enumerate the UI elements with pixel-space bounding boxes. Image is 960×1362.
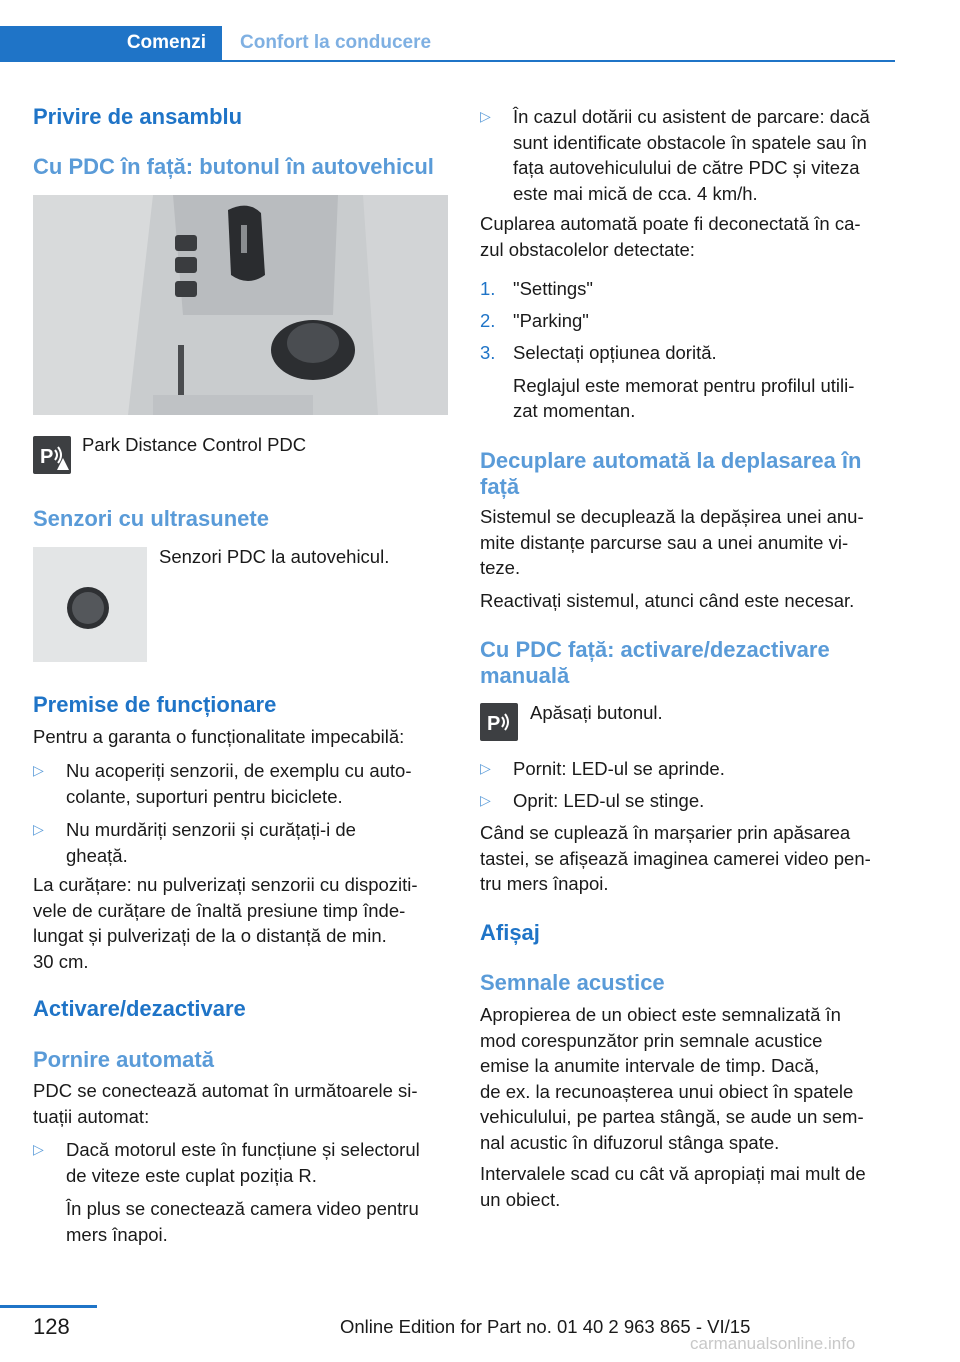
press-button-text: Apăsați butonul. [530,702,663,723]
on-bullet [480,756,898,782]
off-bullet [480,788,898,814]
step-note-line: Reglajul este memorat pentru profilul utili‐ [513,374,855,396]
heading-line: Decuplare automată la deplasarea în [480,448,862,473]
step-3 [480,340,898,424]
reverse-text [480,820,900,897]
auto-off-heading [480,448,900,500]
sensor-image [33,547,147,662]
bullet-marker: ▷ [33,821,44,837]
step-number: 2. [480,310,496,331]
step-note-line: zat momentan. [513,400,636,421]
text-line: zul obstacolelor detectate: [480,238,695,260]
auto-start-bullet [33,1137,453,1247]
sensor-illustration [33,547,147,662]
bullet-marker: ▷ [33,1141,44,1157]
text-line: La curățare: nu pulverizați senzorii cu dispoziti‐ [33,874,418,895]
pdc-button-glyph [480,703,518,741]
interval-text [480,1161,900,1212]
bullet-line: gheață. [66,844,128,866]
bullet-marker: ▷ [480,792,491,808]
step-number: 3. [480,342,496,363]
acoustic-heading: Semnale acustice [480,970,665,995]
text-line: 30 cm. [33,950,89,972]
text-line: lungat și pulverizați de la o distanță de min. [33,925,387,946]
activation-heading: Activare/dezactivare [33,996,246,1021]
reactivate-text: Reactivați sistemul, atunci când este necesar. [480,590,855,611]
text-line: Intervalele scad cu cât vă apropiați mai mult de [480,1163,866,1184]
bullet-line: colante, suporturi pentru biciclete. [66,785,343,807]
step-1 [480,276,898,302]
text-line: PDC se conectează automat în următoarele si‐ [33,1080,418,1101]
bullet-line: de viteze este cuplat poziția R. [66,1164,317,1186]
cleaning-text [33,872,453,974]
sensors-heading: Senzori cu ultrasunete [33,506,269,531]
text-line: vehiculului, pe partea stângă, se aude un sem‐ [480,1106,864,1127]
auto-start-intro [33,1078,453,1129]
display-heading: Afișaj [480,920,540,945]
pdc-icon [33,436,71,474]
text-line: vele de curățare de înaltă presiune timp înde‐ [33,899,406,921]
console-photo [33,195,448,415]
text-line: tru mers înapoi. [480,873,609,894]
page-number: 128 [33,1314,70,1339]
tab-comenzi-label: Comenzi [126,32,206,53]
bullet-line: Nu murdăriți senzorii și curățați-i de [66,819,356,840]
premise-intro: Pentru a garanta o funcționalitate impecabilă: [33,726,405,747]
text-line: Cuplarea automată poate fi deconectată în ca‐ [480,213,861,234]
console-illustration [33,195,448,415]
bullet-line: În cazul dotării cu asistent de parcare: dacă [513,106,870,127]
heading-line: manuală [480,663,570,688]
premise-bullet-2 [33,817,448,868]
step-text: Selectați opțiunea dorită. [513,342,717,363]
text-line: Când se cuplează în marșarier prin apăsarea [480,822,851,843]
bullet-line: este mai mică de cca. 4 km/h. [513,182,758,204]
premise-bullet-1 [33,758,448,809]
auto-start-heading: Pornire automată [33,1047,214,1072]
heading-line: Cu PDC față: activare/dezactivare [480,637,830,662]
sensors-caption: Senzori PDC la autovehicul. [159,546,390,567]
bullet-marker: ▷ [480,108,491,124]
parking-assist-bullet [480,104,898,206]
step-2 [480,308,898,334]
heading-line: față [480,474,520,499]
bullet-note-line: mers înapoi. [66,1223,168,1245]
step-text: "Settings" [513,278,593,299]
text-line: tuații automat: [33,1105,150,1127]
step-text: "Parking" [513,310,589,331]
section-title: Privire de ansamblu [33,104,243,129]
text-line: mite distanțe parcurse sau a unei anumite vi‐ [480,531,849,553]
header-rule [0,60,895,62]
text-line: de ex. la recunoașterea unui obiect în spatele [480,1080,854,1102]
tab-comenzi[interactable] [0,26,222,62]
text-line: Sistemul se decuplează la depășirea unei anu‐ [480,506,864,527]
acoustic-text [480,1002,900,1155]
bullet-note-line: În plus se conectează camera video pentru [66,1198,419,1219]
premise-heading: Premise de funcționare [33,692,277,717]
bullet-line: Oprit: LED-ul se stinge. [513,790,705,811]
bullet-line: Pornit: LED-ul se aprinde. [513,758,725,779]
footer-rule [0,1305,97,1308]
tab-confort[interactable]: Confort la conducere [240,32,432,53]
bullet-line: Nu acoperiți senzorii, de exemplu cu auto‐ [66,760,412,781]
decouple-intro [480,211,900,262]
text-line: teze. [480,557,521,578]
chapter-header [0,0,960,62]
text-line: mod corespunzător prin semnale acustice [480,1029,823,1051]
manual-heading [480,637,900,689]
text-line: Apropierea de un obiect este semnalizată în [480,1004,841,1025]
bullet-line: fața autovehiculului de către PDC și viteza [513,157,860,178]
auto-off-text [480,504,900,581]
text-line: nal acustic în difuzorul stânga spate. [480,1131,780,1153]
edition-text: Online Edition for Part no. 01 40 2 963 865 - VI/15 [340,1316,751,1337]
text-line: emise la anumite intervale de timp. Dacă, [480,1055,820,1076]
text-line: un obiect. [480,1188,561,1210]
svg-text:P: P [487,713,501,735]
bullet-line: Dacă motorul este în funcțiune și selectorul [66,1139,420,1160]
pdc-icon-caption: Park Distance Control PDC [82,434,307,455]
bullet-marker: ▷ [33,762,44,778]
svg-text:P: P [40,446,54,468]
pdc-button-icon [480,703,518,741]
step-number: 1. [480,278,496,299]
subsection-title: Cu PDC în față: butonul în autovehicul [33,154,434,179]
bullet-marker: ▷ [480,760,491,776]
text-line: tastei, se afișează imaginea camerei video pen‐ [480,847,871,869]
watermark: carmanualsonline.info [690,1334,856,1353]
bullet-line: sunt identificate obstacole în spatele sau în [513,131,867,153]
pdc-icon-glyph [33,436,71,474]
